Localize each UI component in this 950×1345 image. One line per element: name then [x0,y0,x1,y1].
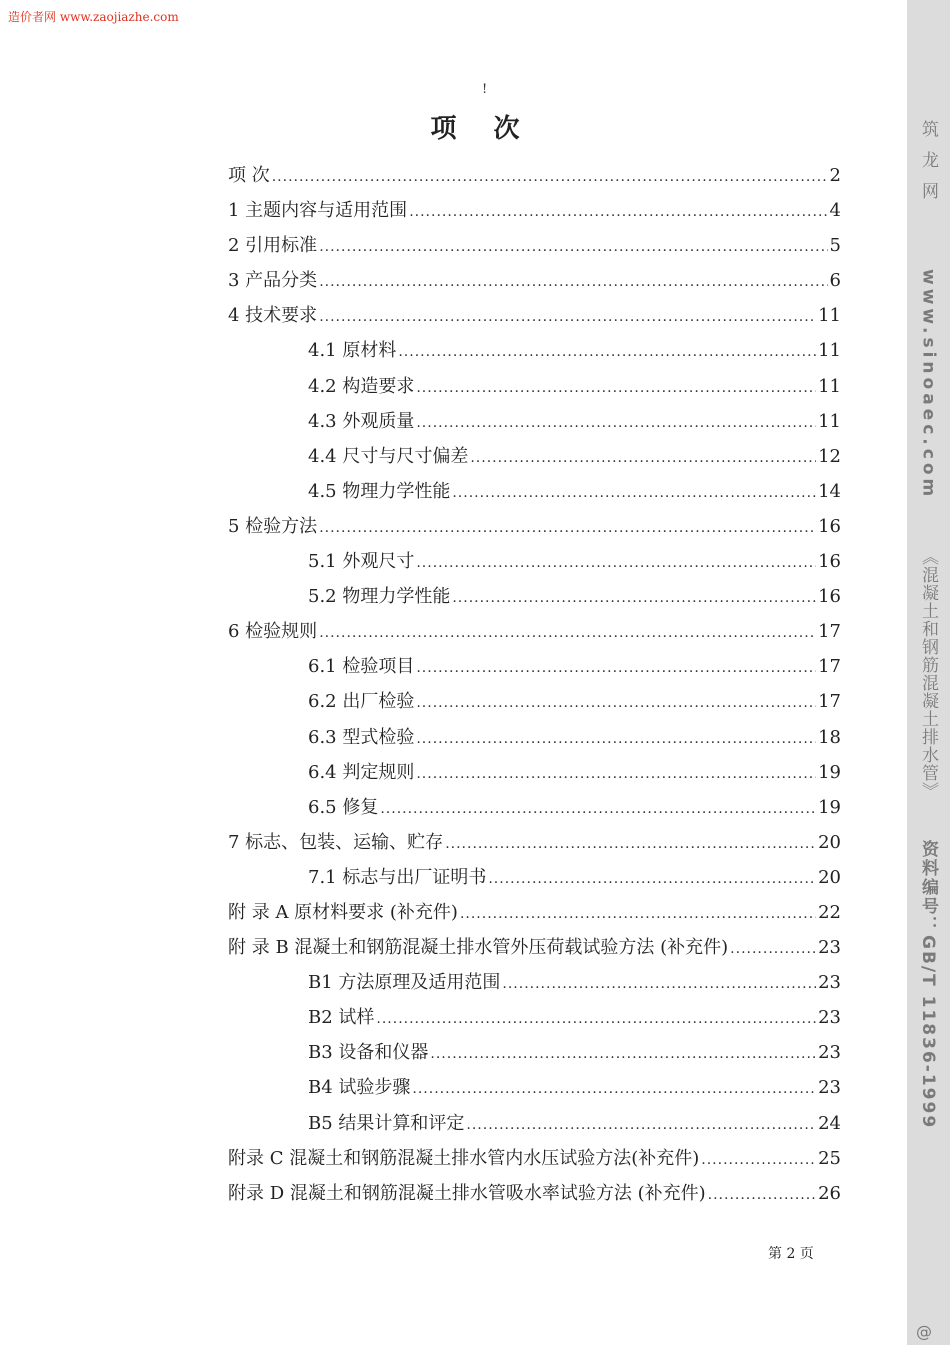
toc-entry[interactable] [228,1106,841,1141]
toc-entry[interactable] [228,474,841,509]
toc-entry[interactable] [228,439,841,474]
toc-leader-dots [416,546,816,581]
toc-entry-page: 26 [818,1182,841,1204]
toc-entry-label: B4 试验步骤 [308,1077,411,1099]
toc-entry-label: 附 录 B 混凝土和钢筋混凝土排水管外压荷载试验方法 (补充件) [228,937,729,959]
toc-entry-label: B1 方法原理及适用范围 [308,972,501,994]
toc-entry-page: 2 [829,165,841,186]
table-of-contents [228,158,841,1211]
toc-leader-dots [319,230,827,265]
toc-leader-dots [380,792,816,827]
toc-entry[interactable] [228,825,841,860]
toc-entry-label: 5 检验方法 [228,515,318,537]
toc-leader-dots [416,406,816,441]
toc-entry[interactable] [228,298,841,333]
toc-entry-page: 12 [818,445,841,467]
toc-entry[interactable] [228,965,841,1000]
toc-leader-dots [730,932,816,967]
toc-entry-page: 16 [818,586,841,608]
toc-entry-label: 2 引用标准 [228,235,318,257]
toc-entry[interactable] [228,684,841,719]
toc-leader-dots [430,1037,816,1072]
toc-entry-page: 5 [829,235,841,257]
toc-leader-dots [502,967,816,1002]
toc-leader-dots [319,511,816,546]
toc-entry[interactable] [228,930,841,965]
toc-entry-page: 4 [829,200,841,222]
toc-leader-dots [319,300,816,335]
toc-entry-page: 6 [829,270,841,292]
toc-entry-page: 17 [818,691,841,713]
toc-entry-label: 4 技术要求 [228,305,318,327]
toc-entry-page: 11 [818,305,841,327]
toc-entry[interactable] [228,1035,841,1070]
toc-entry-label: 4.1 原材料 [308,340,397,362]
toc-entry-page: 23 [818,937,841,959]
toc-entry-label: 6 检验规则 [228,621,318,643]
toc-entry-page: 11 [818,410,841,432]
toc-leader-dots [452,581,816,616]
toc-entry-label: 4.3 外观质量 [308,410,415,432]
toc-entry[interactable] [228,614,841,649]
toc-leader-dots [445,827,816,862]
toc-entry-label: 4.4 尺寸与尺寸偏差 [308,445,469,467]
toc-leader-dots [708,1178,816,1213]
toc-entry-page: 11 [818,340,841,362]
toc-entry[interactable] [228,755,841,790]
toc-entry-page: 20 [818,831,841,853]
toc-entry[interactable] [228,649,841,684]
toc-entry[interactable] [228,369,841,404]
toc-entry[interactable] [228,720,841,755]
toc-leader-dots [488,862,816,897]
toc-leader-dots [416,686,816,721]
toc-entry-page: 23 [818,972,841,994]
toc-entry-label: 附 录 A 原材料要求 (补充件) [228,901,458,923]
toc-entry-label: 7 标志、包装、运输、贮存 [228,831,444,853]
toc-entry[interactable] [228,263,841,298]
side-banner-text [907,120,950,1129]
toc-entry-label: 6.1 检验项目 [308,656,415,678]
toc-entry[interactable] [228,860,841,895]
toc-entry[interactable] [228,544,841,579]
watermark-top: 造价者网 www.zaojiazhe.com [8,10,179,24]
toc-leader-dots [398,335,816,370]
side-brand: 筑龙网 [918,120,938,213]
toc-entry[interactable] [228,404,841,439]
side-doc-code: 资料编号：GB/T 11836-1999 [918,840,938,1130]
toc-entry-label: 项 次 [228,165,270,186]
toc-entry-label: 4.5 物理力学性能 [308,480,451,502]
toc-entry-label: B5 结果计算和评定 [308,1112,465,1134]
side-site: www.sinoaec.com [918,269,939,501]
toc-entry-page: 23 [818,1042,841,1064]
toc-leader-dots [416,722,816,757]
toc-entry[interactable] [228,579,841,614]
toc-entry-page: 22 [818,901,841,923]
toc-entry-page: 19 [818,796,841,818]
page-number: 第 2 页 [768,1246,814,1262]
toc-entry[interactable] [228,1176,841,1211]
toc-entry[interactable] [228,509,841,544]
toc-entry-label: 附录 D 混凝土和钢筋混凝土排水管吸水率试验方法 (补充件) [228,1182,706,1204]
toc-leader-dots [272,160,828,195]
page-title: 项 次 [430,114,534,144]
toc-leader-dots [412,1072,816,1107]
toc-leader-dots [319,616,816,651]
toc-entry-label: 6.5 修复 [308,796,379,818]
toc-leader-dots [466,1108,816,1143]
toc-entry-page: 18 [818,726,841,748]
toc-entry-page: 25 [818,1147,841,1169]
toc-entry[interactable] [228,158,841,193]
toc-leader-dots [701,1143,816,1178]
toc-entry-label: 4.2 构造要求 [308,375,415,397]
toc-entry-label: 7.1 标志与出厂证明书 [308,866,487,888]
side-at-symbol: @ [916,1322,932,1341]
toc-entry-label: B2 试样 [308,1007,375,1029]
toc-leader-dots [460,897,816,932]
toc-leader-dots [470,441,816,476]
toc-entry-label: 5.2 物理力学性能 [308,586,451,608]
toc-leader-dots [416,651,816,686]
toc-leader-dots [416,757,816,792]
toc-entry-page: 19 [818,761,841,783]
toc-entry-page: 17 [818,621,841,643]
toc-entry[interactable] [228,1000,841,1035]
toc-leader-dots [376,1002,816,1037]
toc-entry-page: 16 [818,515,841,537]
toc-entry[interactable] [228,790,841,825]
toc-entry-label: B3 设备和仪器 [308,1042,429,1064]
toc-entry-page: 23 [818,1007,841,1029]
toc-entry-page: 23 [818,1077,841,1099]
toc-entry-page: 20 [818,866,841,888]
toc-leader-dots [452,476,816,511]
toc-leader-dots [409,195,827,230]
toc-entry[interactable] [228,193,841,228]
toc-entry-label: 6.3 型式检验 [308,726,415,748]
toc-leader-dots [319,265,827,300]
toc-entry-label: 6.4 判定规则 [308,761,415,783]
toc-entry[interactable] [228,1070,841,1105]
toc-entry-label: 1 主题内容与适用范围 [228,200,408,222]
toc-entry-page: 11 [818,375,841,397]
toc-entry[interactable] [228,1141,841,1176]
toc-entry-label: 6.2 出厂检验 [308,691,415,713]
top-mark: ! [482,82,488,97]
toc-entry-page: 14 [818,480,841,502]
toc-entry-label: 5.1 外观尺寸 [308,551,415,573]
toc-entry[interactable] [228,895,841,930]
side-doc-name: 《混凝土和钢筋混凝土排水管》 [918,548,938,801]
toc-entry-page: 17 [818,656,841,678]
toc-entry-label: 附录 C 混凝土和钢筋混凝土排水管内水压试验方法(补充件) [228,1147,700,1169]
toc-entry-page: 16 [818,551,841,573]
toc-leader-dots [416,371,816,406]
toc-entry[interactable] [228,228,841,263]
toc-entry-label: 3 产品分类 [228,270,318,292]
toc-entry[interactable] [228,333,841,368]
toc-entry-page: 24 [818,1112,841,1134]
